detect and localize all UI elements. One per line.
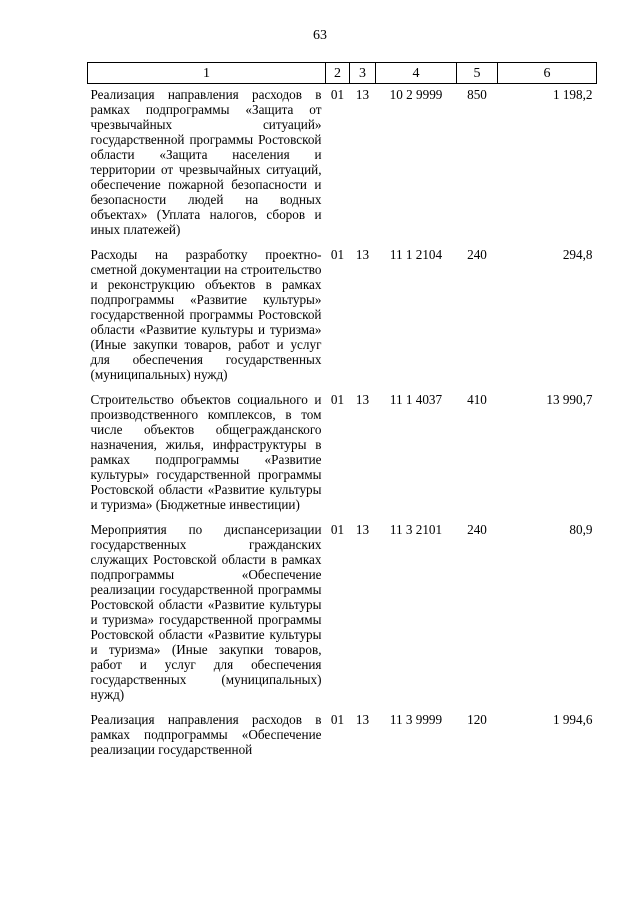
subsection-code: 13 [355, 712, 370, 727]
amount: 1 198,2 [552, 87, 593, 102]
column-header: 6 [498, 63, 597, 84]
subsection-code: 13 [355, 522, 370, 537]
section-code: 01 [330, 522, 345, 537]
expense-description: Реализация направления расходов в рамках подпрограммы «Защита от чрезвычайных ситуаций» государственной программы Ростовской области «Защита населения и территории от чрезвычайных ситуаций, обеспечение пожарной безопасности и безопасности людей на водных объектах» (Уплата налогов, сборов и иных платежей) [90, 87, 322, 237]
table-row [88, 84, 597, 245]
expense-type-code: 240 [467, 247, 487, 262]
expense-description: Строительство объектов социального и производственного комплексов, в том числе объектов общегражданского назначения, жилья, инфраструктуры в рамках подпрограммы «Развитие культуры» государственной программы Ростовской области «Развитие культуры и туризма» (Бюджетные инвестиции) [90, 392, 322, 512]
table-header-row [88, 63, 597, 84]
amount: 80,9 [569, 522, 593, 537]
section-code: 01 [330, 247, 345, 262]
amount: 1 994,6 [552, 712, 593, 727]
column-header: 5 [457, 63, 498, 84]
expense-type-code: 240 [467, 522, 487, 537]
column-header: 2 [326, 63, 350, 84]
column-header: 4 [376, 63, 457, 84]
target-article-code: 11 3 2101 [389, 522, 443, 537]
expense-description: Мероприятия по диспансеризации государственных гражданских служащих Ростовской области в рамках подпрограммы «Обеспечение реализации государственной программы Ростовской области «Развитие культуры и туризма» государственной программы Ростовской области «Развитие культуры и туризма» (Иные закупки товаров, работ и услуг для обеспечения государственных (муниципальных) нужд) [90, 522, 322, 702]
table-row [88, 709, 597, 764]
target-article-code: 11 1 4037 [389, 392, 443, 407]
table-row [88, 519, 597, 709]
expense-description: Реализация направления расходов в рамках подпрограммы «Обеспечение реализации государственной [90, 712, 322, 757]
expense-description: Расходы на разработку проектно-сметной документации на строительство и реконструкцию объектов в рамках подпрограммы «Развитие культуры» государственной программы Ростовской области «Развитие культуры и туризма» (Иные закупки товаров, работ и услуг для обеспечения государственных (муниципальных) нужд) [90, 247, 322, 382]
page-number: 63 [313, 28, 327, 43]
table-row [88, 389, 597, 519]
expense-type-code: 410 [467, 392, 487, 407]
column-header: 1 [88, 63, 326, 84]
amount: 294,8 [562, 247, 593, 262]
column-header: 3 [350, 63, 376, 84]
subsection-code: 13 [355, 87, 370, 102]
amount: 13 990,7 [546, 392, 593, 407]
target-article-code: 11 3 9999 [389, 712, 443, 727]
budget-table [87, 62, 597, 764]
subsection-code: 13 [355, 247, 370, 262]
section-code: 01 [330, 712, 345, 727]
expense-type-code: 850 [467, 87, 487, 102]
subsection-code: 13 [355, 392, 370, 407]
section-code: 01 [330, 392, 345, 407]
target-article-code: 11 1 2104 [389, 247, 443, 262]
target-article-code: 10 2 9999 [389, 87, 443, 102]
section-code: 01 [330, 87, 345, 102]
table-row [88, 244, 597, 389]
expense-type-code: 120 [467, 712, 487, 727]
